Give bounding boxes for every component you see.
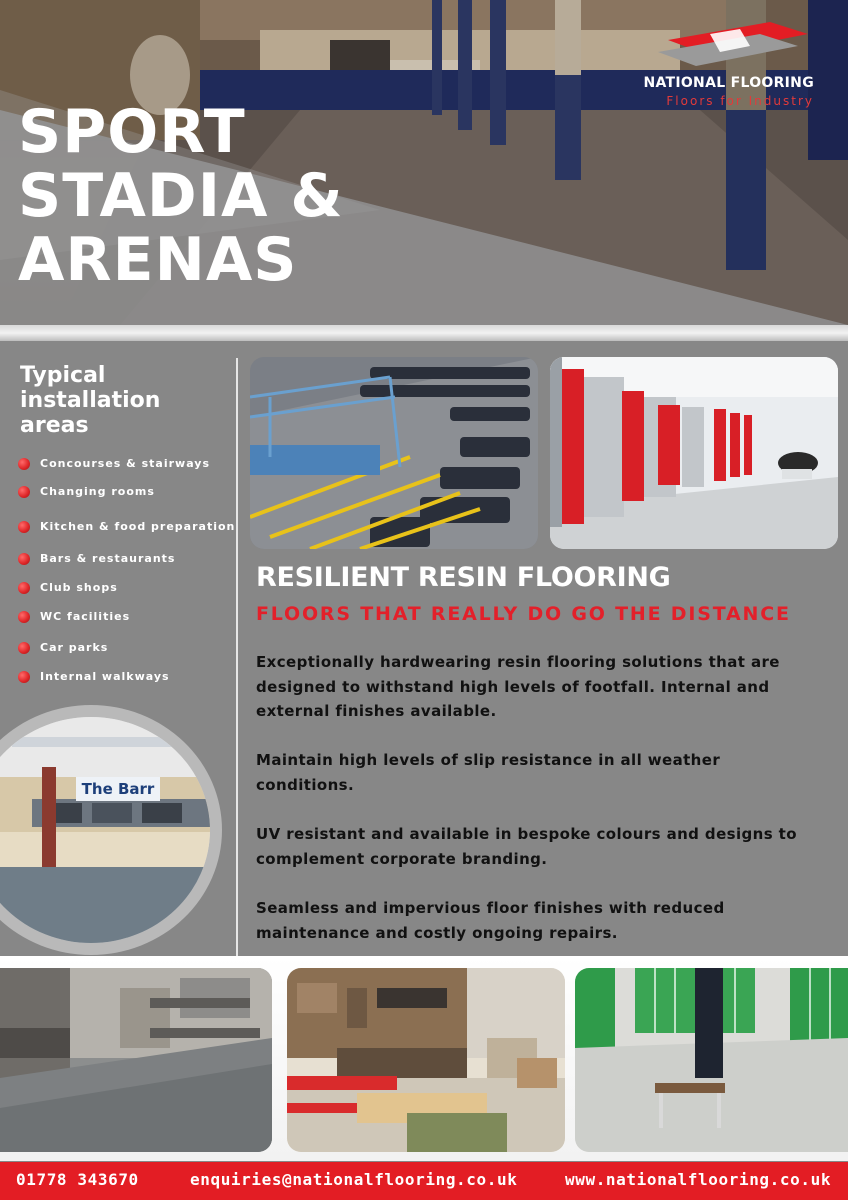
bullet-icon: [18, 553, 30, 565]
body-paragraph: Maintain high levels of slip resistance in all weather conditions.: [256, 751, 721, 794]
brand-logo: [630, 20, 830, 110]
cafe-photo: [287, 968, 565, 1152]
website-link[interactable]: www.nationalflooring.co.uk: [565, 1170, 832, 1189]
brand-name: NATIONAL FLOORING: [643, 75, 814, 91]
body-paragraph: UV resistant and available in bespoke colours and designs to complement corporate branding.: [256, 825, 797, 868]
body-paragraph: Exceptionally hardwearing resin flooring solutions that are designed to withstand high levels of footfall. Internal and external finishes available.: [256, 653, 780, 720]
title-line: SPORT: [18, 97, 246, 167]
changing-room-photo: [575, 968, 848, 1152]
title-line: ARENAS: [18, 225, 298, 295]
bar-photo-image: [0, 717, 210, 943]
title-line: STADIA &: [18, 161, 344, 231]
list-item: [18, 670, 170, 683]
area-label: Internal walkways: [40, 670, 170, 683]
email-link[interactable]: enquiries@nationalflooring.co.uk: [190, 1170, 518, 1189]
column-divider: [236, 358, 238, 956]
area-label: Kitchen & food preparation: [40, 520, 236, 533]
bullet-icon: [18, 642, 30, 654]
hero-banner: [0, 0, 848, 325]
stadium-seating-image: [250, 357, 538, 549]
bar-sign: The Barr: [76, 777, 160, 801]
section-subheading: FLOORS THAT REALLY DO GO THE DISTANCE: [256, 603, 791, 625]
bullet-icon: [18, 458, 30, 470]
kitchen-image: [0, 968, 272, 1152]
wc-facilities-image: [550, 357, 838, 549]
wc-facilities-photo: [550, 357, 838, 549]
area-label: Club shops: [40, 581, 118, 594]
list-item: [18, 581, 118, 594]
cafe-image: [287, 968, 565, 1152]
body-paragraph: Seamless and impervious floor finishes with reduced maintenance and costly ongoing repairs.: [256, 899, 725, 942]
list-item: [18, 520, 235, 533]
bullet-icon: [18, 486, 30, 498]
nf-logo-icon: [650, 20, 810, 68]
kitchen-photo: [0, 968, 272, 1152]
brand-tagline: Floors for Industry: [666, 94, 814, 108]
list-item: [18, 610, 130, 623]
bar-photo: [0, 705, 222, 955]
area-label: Concourses & stairways: [40, 457, 210, 470]
area-label: WC facilities: [40, 610, 131, 623]
list-item: [18, 485, 155, 498]
list-item: [18, 552, 175, 565]
bullet-icon: [18, 611, 30, 623]
area-label: Car parks: [40, 641, 109, 654]
changing-room-image: [575, 968, 848, 1152]
list-item: [18, 457, 210, 470]
area-label: Bars & restaurants: [40, 552, 176, 565]
list-item: [18, 641, 108, 654]
page-title: [18, 97, 344, 295]
section-divider: [0, 325, 848, 341]
bullet-icon: [18, 671, 30, 683]
bullet-icon: [18, 521, 30, 533]
areas-title: Typical installation areas: [20, 363, 161, 438]
contact-footer: [0, 1162, 848, 1200]
area-label: Changing rooms: [40, 485, 155, 498]
phone-number[interactable]: 01778 343670: [16, 1170, 139, 1189]
section-heading: RESILIENT RESIN FLOORING: [256, 562, 671, 593]
bullet-icon: [18, 582, 30, 594]
stadium-seating-photo: [250, 357, 538, 549]
